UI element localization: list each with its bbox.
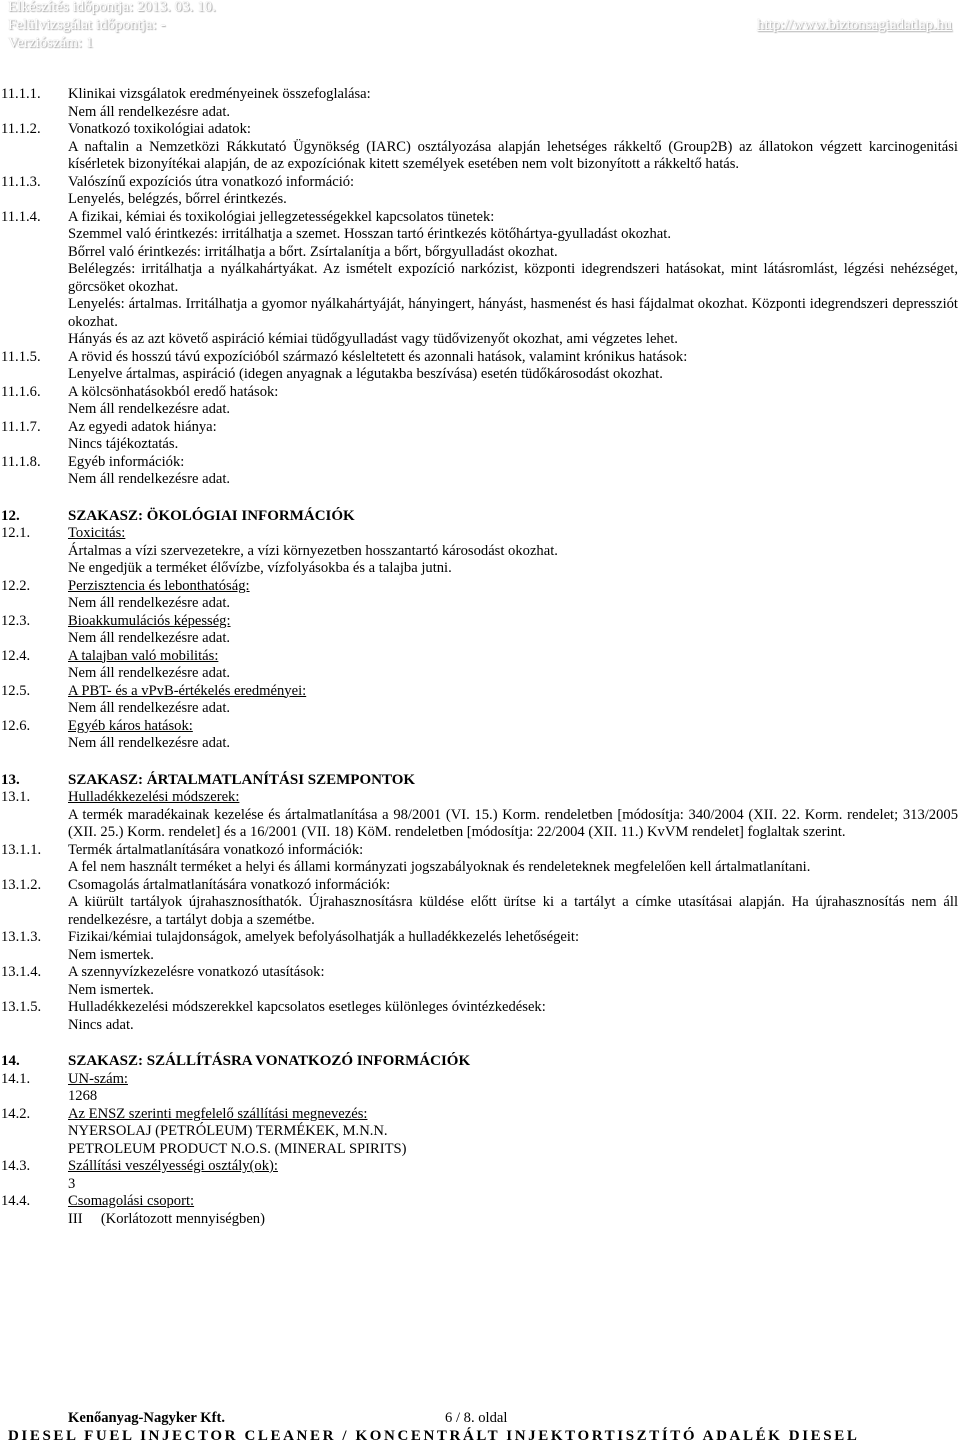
- item-title: A fizikai, kémiai és toxikológiai jellegzetességekkel kapcsolatos tünetek:: [68, 208, 495, 225]
- item-12-1: [0, 525, 960, 543]
- item-title: Csomagolási csoport:: [68, 1193, 195, 1209]
- item-body: Nem áll rendelkezésre adat.: [68, 471, 231, 487]
- item-title: UN-szám:: [68, 1070, 128, 1087]
- item-title: A rövid és hosszú távú expozícióból származó késleltetett és azonnali hatások, valamint krónikus hatások:: [68, 348, 688, 365]
- item-title: Szállítási veszélyességi osztály(ok):: [68, 1158, 278, 1174]
- item-title: Bioakkumulációs képesség:: [68, 612, 231, 629]
- company-name: Kenőanyag-Nagyker Kft.: [68, 1410, 226, 1426]
- item-title: Klinikai vizsgálatok eredményeinek összefoglalása:: [68, 86, 371, 102]
- shipping-name-hu: NYERSOLAJ (PETRÓLEUM) TERMÉKEK, M.N.N.: [68, 1123, 388, 1139]
- item-title: Egyéb információk:: [68, 453, 185, 470]
- item-number: 12.5.: [1, 682, 31, 699]
- item-title: Hulladékkezelési módszerek:: [68, 789, 240, 805]
- item-number: 13.1.5.: [1, 999, 42, 1015]
- item-body: Lenyelve ártalmas, aspiráció (idegen anyagnak a légutakba beszívása) esetén tüdőkárosodást okozhat.: [68, 366, 663, 382]
- item-13-1-1: [0, 842, 960, 860]
- item-number: 14.2.: [1, 1105, 31, 1122]
- item-title: A PBT- és a vPvB-értékelés eredményei:: [68, 682, 307, 699]
- item-number: 14.4.: [1, 1193, 31, 1209]
- item-12-3: [0, 613, 960, 631]
- item-body: Nem áll rendelkezésre adat.: [68, 735, 231, 751]
- un-number: 1268: [68, 1088, 98, 1104]
- item-body: Nem ismertek.: [68, 981, 154, 998]
- item-body: Nem áll rendelkezésre adat.: [68, 700, 231, 716]
- item-number: 11.1.4.: [1, 208, 41, 225]
- item-title: A talajban való mobilitás:: [68, 647, 219, 664]
- item-body: Nem áll rendelkezésre adat.: [68, 103, 231, 120]
- item-number: 12.6.: [1, 717, 31, 734]
- item-body: A termék maradékainak kezelése és ártalmatlanítása a 98/2001 (VI. 15.) Korm. rendeletben [módosítja: 340/2004 (XII. 22. Korm. rendelet; 313/2005 (XII. 25.) Korm. rendelet] és a 16/2001 (VII. 18) KöM. rendeletben [módosítja: 22/2004 (XII. 11.) KvVM rendelet] foglaltak szerint.: [68, 806, 958, 840]
- item-number: 14.1.: [1, 1070, 31, 1087]
- item-title: Toxicitás:: [68, 525, 126, 541]
- section-14-heading: [0, 1053, 960, 1071]
- item-12-6: [0, 718, 960, 736]
- item-body: A naftalin a Nemzetközi Rákkutató Ügynökség (IARC) osztályozása alapján lehetséges rákkeltő (Group2B) az állatokon végzett karcinogenitási kísérletek bizonyítékai alapján, de az expozíciónak kitett személyek esetében nem volt bizonyított a rákkeltő hatás.: [68, 138, 958, 172]
- section-title: SZAKASZ: SZÁLLÍTÁSRA VONATKOZÓ INFORMÁCIÓK: [68, 1053, 471, 1069]
- item-number: 11.1.7.: [1, 418, 41, 435]
- skin-contact-text: Bőrrel való érintkezés: irritálhatja a bőrt. Zsírtalanítja a bőrt, bőrgyulladást okozhat.: [68, 243, 558, 260]
- item-14-2: [0, 1106, 960, 1124]
- item-11-1-4: [0, 209, 960, 227]
- item-number: 11.1.8.: [1, 453, 41, 470]
- item-body: Ártalmas a vízi szervezetekre, a vízi környezetben hosszantartó károsodást okozhat.: [68, 542, 558, 559]
- item-11-1-3: [0, 174, 960, 192]
- section-13-heading: [0, 772, 960, 790]
- item-number: 11.1.3.: [1, 173, 41, 190]
- item-number: 12.4.: [1, 647, 31, 664]
- item-body: Nincs tájékoztatás.: [68, 436, 179, 452]
- section-number: 13.: [1, 771, 20, 788]
- item-body: Nem áll rendelkezésre adat.: [68, 595, 231, 611]
- item-title: Az ENSZ szerinti megfelelő szállítási megnevezés:: [68, 1105, 368, 1122]
- item-body: Ne engedjük a terméket élővízbe, vízfolyásokba és a talajba jutni.: [68, 560, 452, 576]
- item-number: 12.1.: [1, 525, 31, 541]
- aspiration-text: Hányás és az azt követő aspiráció kémiai tüdőgyulladást vagy tüdővizenyőt okozhat, ami végzetes lehet.: [68, 331, 678, 347]
- item-number: 13.1.: [1, 789, 31, 805]
- item-12-2: [0, 578, 960, 596]
- eye-contact-text: Szemmel való érintkezés: irritálhatja a szemet. Hosszan tartó érintkezés kötőhártya-gyulladást okozhat.: [68, 226, 671, 242]
- item-number: 13.1.4.: [1, 964, 42, 980]
- item-11-1-8: [0, 454, 960, 472]
- created-date: Elkészítés időpontja: 2013. 03. 10.: [8, 0, 216, 15]
- item-14-1: [0, 1071, 960, 1089]
- item-12-5: [0, 683, 960, 701]
- item-11-1-6: [0, 384, 960, 402]
- item-title: Hulladékkezelési módszerekkel kapcsolatos esetleges különleges óvintézkedések:: [68, 999, 546, 1015]
- item-13-1-3: [0, 929, 960, 947]
- item-13-1: [0, 789, 960, 807]
- item-number: 11.1.1.: [1, 86, 41, 102]
- item-title: A szennyvízkezelésre vonatkozó utasítások:: [68, 964, 325, 980]
- item-title: Termék ártalmatlanítására vonatkozó információk:: [68, 841, 364, 858]
- section-12-heading: [0, 508, 960, 526]
- section-number: 14.: [1, 1053, 20, 1069]
- shipping-name-en: PETROLEUM PRODUCT N.O.S. (MINERAL SPIRITS): [68, 1140, 407, 1157]
- section-title: SZAKASZ: ÁRTALMATLANÍTÁSI SZEMPONTOK: [68, 771, 416, 788]
- item-13-1-2: [0, 877, 960, 895]
- item-11-1-2: [0, 121, 960, 139]
- packing-group: III (Korlátozott mennyiségben): [68, 1210, 265, 1227]
- item-number: 13.1.3.: [1, 929, 42, 945]
- item-14-4: [0, 1193, 960, 1211]
- item-body: Nem áll rendelkezésre adat.: [68, 665, 231, 681]
- inhalation-text: Belélegzés: irritálhatja a nyálkahártyákat. Az ismételt expozíció narkózist, központi idegrendszeri hatásokat, mint látásromlást, légzési nehézséget, görcsöket okozhat.: [68, 261, 958, 295]
- item-number: 11.1.5.: [1, 348, 41, 365]
- item-number: 13.1.2.: [1, 876, 42, 893]
- product-name: DIESEL FUEL INJECTOR CLEANER / KONCENTRÁLT INJEKTORTISZTÍTÓ ADALÉK DIESEL: [8, 1428, 860, 1444]
- item-body: A fel nem használt terméket a helyi és állami kormányzati jogszabályoknak és rendeleteknek megfelelően kell ártalmatlanítani.: [68, 859, 811, 875]
- item-number: 12.3.: [1, 612, 31, 629]
- item-body: Lenyelés, belégzés, bőrrel érintkezés.: [68, 191, 287, 207]
- item-number: 12.2.: [1, 577, 31, 594]
- section-title: SZAKASZ: ÖKOLÓGIAI INFORMÁCIÓK: [68, 507, 355, 524]
- item-title: Perzisztencia és lebonthatóság:: [68, 577, 250, 594]
- website-link[interactable]: http://www.biztonsagiadatlap.hu: [757, 17, 952, 33]
- review-date: Felülvizsgálat időpontja: -: [8, 17, 166, 33]
- item-number: 11.1.2.: [1, 121, 41, 137]
- item-body: Nem áll rendelkezésre adat.: [68, 630, 231, 646]
- section-number: 12.: [1, 507, 20, 524]
- item-title: A kölcsönhatásokból eredő hatások:: [68, 383, 279, 400]
- item-title: Az egyedi adatok hiánya:: [68, 418, 217, 435]
- version-number: Verziószám: 1: [8, 35, 94, 51]
- item-title: Vonatkozó toxikológiai adatok:: [68, 121, 251, 137]
- item-number: 13.1.1.: [1, 841, 42, 858]
- page-number: 6 / 8. oldal: [445, 1410, 508, 1426]
- item-11-1-5: [0, 349, 960, 367]
- hazard-class: 3: [68, 1175, 76, 1192]
- item-13-1-4: [0, 964, 960, 982]
- ingestion-text: Lenyelés: ártalmas. Irritálhatja a gyomor nyálkahártyáját, hányingert, hányást, hasmenést és hasi fájdalmat okozhat. Központi idegrendszeri depressziót okozhat.: [68, 296, 958, 330]
- page-header: [0, 0, 960, 62]
- item-title: Csomagolás ártalmatlanítására vonatkozó információk:: [68, 876, 391, 893]
- item-title: Egyéb káros hatások:: [68, 717, 193, 734]
- page-footer: [0, 1407, 960, 1447]
- item-title: Fizikai/kémiai tulajdonságok, amelyek befolyásolhatják a hulladékkezelés lehetőségeit:: [68, 929, 580, 945]
- item-14-3: [0, 1158, 960, 1176]
- item-body: A kiürült tartályok újrahasznosíthatók. Újrahasznosításra küldése előtt ürítse ki a tartályt a címke utasításai alapján. Ha újrahasznosítás nem áll rendelkezésre, a tartályt dobja a szemétbe.: [68, 894, 958, 928]
- item-number: 11.1.6.: [1, 383, 41, 400]
- item-title: Valószínű expozíciós útra vonatkozó információ:: [68, 173, 355, 190]
- item-body: Nincs adat.: [68, 1016, 134, 1033]
- item-13-1-5: [0, 999, 960, 1017]
- item-number: 14.3.: [1, 1158, 31, 1174]
- document-body: [0, 86, 960, 1228]
- item-11-1-7: [0, 419, 960, 437]
- item-body: Nem ismertek.: [68, 946, 154, 963]
- item-12-4: [0, 648, 960, 666]
- item-body: Nem áll rendelkezésre adat.: [68, 401, 231, 417]
- item-11-1-1: [0, 86, 960, 104]
